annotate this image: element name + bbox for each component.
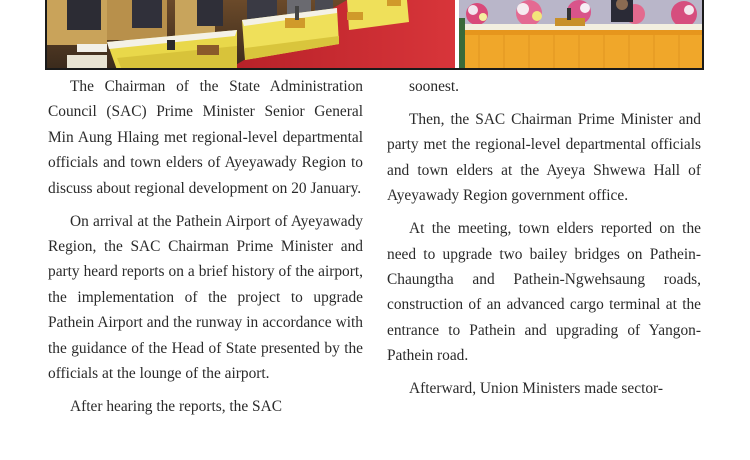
article-paragraph: The Chairman of the State Administration Council (SAC) Prime Minister Senior General Min Aung Hlaing met regional-level departmental officials and town elders of Ayeyawady Region to discuss about regional development on 20 January. [48,78,363,197]
article-paragraph: soonest. [409,78,460,95]
article-paragraph: After hearing the reports, the SAC [70,398,282,416]
article-paragraph: Afterward, Union Ministers made sector- [409,380,663,398]
meeting-photo-right-image [459,0,702,68]
article-paragraph: Then, the SAC Chairman Prime Minister and party met the regional-level departmental officials and town elders at the Ayeya Shwewa Hall of Ayeyawady Region government office. [387,111,701,205]
article-paragraph: At the meeting, town elders reported on the need to upgrade two bailey bridges on Pathein-Chaungtha and Pathein-Ngwehsaung roads, construction of an advanced cargo terminal at the entrance to Pathein and upgrading of Yangon-Pathein road. [387,220,701,365]
article-photo-band [45,0,704,70]
article-column-left [48,74,363,427]
meeting-photo-left [47,0,455,68]
meeting-photo-right [459,0,702,68]
meeting-photo-left-image [47,0,455,68]
article-paragraph: On arrival at the Pathein Airport of Ayeyawady Region, the SAC Chairman Prime Minister and party heard reports on a brief history of the airport, the implementation of the project to upgrade Pathein Airport and the runway in accordance with the guidance of the Head of State presented by the officials at the lounge of the airport. [48,212,363,383]
article-column-right [387,74,701,409]
